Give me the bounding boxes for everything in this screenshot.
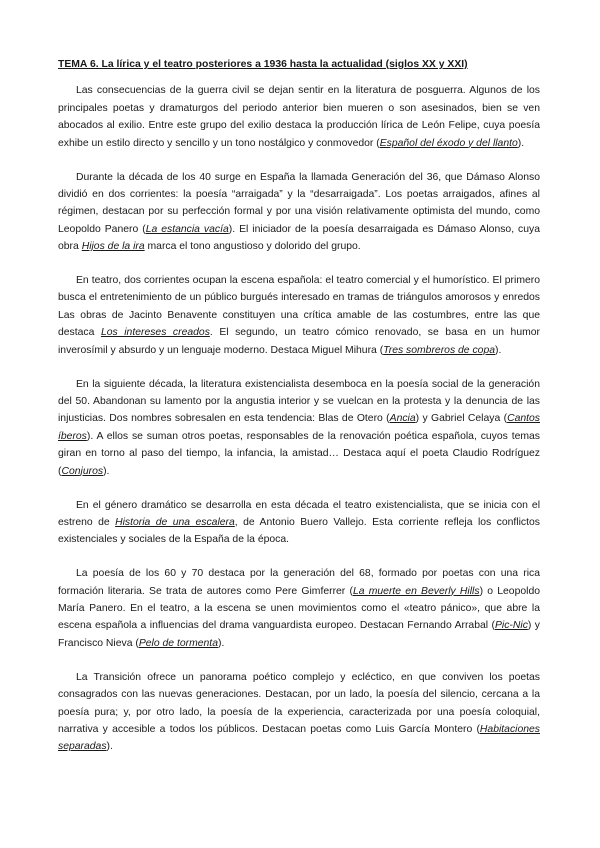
paragraph-text: . El segundo, un teatro cómico renovado, se basa en un humor inverosímil y absurdo y un lenguaje moderno. Destaca Miguel Mihura ( xyxy=(58,327,540,356)
paragraph xyxy=(58,376,540,480)
paragraph-text: En el género dramático se desarrolla en esta década el teatro existencialista, que se inicia con el estreno de xyxy=(58,499,540,528)
work-title: Pic-Nic xyxy=(494,620,528,632)
page-title: TEMA 6. La lírica y el teatro posteriores a 1936 hasta la actualidad (siglos XX y XXI) xyxy=(58,59,468,70)
work-title: Los intereses creados xyxy=(100,327,210,339)
work-title: Habitaciones separadas xyxy=(58,724,540,753)
paragraph-text: ) o Leopoldo María Panero. En el teatro, a la escena se unen movimientos como el «teatro pánico», que abre la escena española a influencias del drama vanguardista europeo. Destacan Fernando Arrabal ( xyxy=(58,585,540,632)
work-title: Tres sombreros de copa xyxy=(383,344,495,356)
work-title: Cantos íberos xyxy=(58,413,540,442)
paragraph-text: ). xyxy=(217,637,225,649)
work-title: Ancia xyxy=(389,413,416,425)
paragraph-text: ). A ellos se suman otros poetas, responsables de la renovación poética española, cuyos temas giran en torno al paso del tiempo, la infancia, la amistad… Destaca aquí el poeta Claudio Rodríguez ( xyxy=(58,430,540,477)
paragraph-text: ). xyxy=(106,741,113,753)
paragraph-text: Durante la década de los 40 surge en España la llamada Generación del 36, que Dámaso Alonso dividió en dos corrientes: la poesía “arraigada” y la “desarraigada”. Los poetas arraigados, afines al régimen, destacan por su perfección formal y por una visión relativamente optimista del mundo, como Leopoldo Panero ( xyxy=(58,171,540,235)
paragraph-text: La poesía de los 60 y 70 destaca por la generación del 68, formado por poetas con una rica formación literaria. Se trata de autores como Pere Gimferrer ( xyxy=(58,568,540,597)
paragraph-text: En teatro, dos corrientes ocupan la escena española: el teatro comercial y el humorístico. El primero busca el entretenimiento de un público burgués interesado en tramas de triángulos amorosos y enredos Las obras de Jacinto Benavente constituyen una crítica amable de las costumbres, entre las que destaca xyxy=(58,275,540,339)
paragraph xyxy=(58,669,540,756)
paragraph-text: ). xyxy=(495,344,502,356)
paragraph-text: , de Antonio Buero Vallejo. Esta corriente refleja los conflictos existenciales y sociales de la España de la época. xyxy=(58,516,540,546)
work-title: Historia de una escalera xyxy=(115,516,235,528)
paragraph-text: marca el tono angustioso y dolorido del grupo. xyxy=(144,241,361,253)
paragraph-text: ). xyxy=(517,137,525,149)
paragraph xyxy=(58,565,540,652)
paragraph-text: En la siguiente década, la literatura existencialista desemboca en la poesía social de la generación del 50. Abandonan su lamento por la angustia interior y se vuelcan en la protesta y la denuncia de las injusticias. Dos nombres sobresalen en esta tendencia: Blas de Otero ( xyxy=(58,378,540,425)
paragraph xyxy=(58,169,540,256)
work-title: La muerte en Beverly Hills xyxy=(352,585,480,597)
paragraph-text: ) y Gabriel Celaya ( xyxy=(415,413,508,425)
work-title: Conjuros xyxy=(61,465,104,477)
paragraph xyxy=(58,497,540,549)
work-title: Hijos de la ira xyxy=(81,241,145,253)
paragraph-text: ). xyxy=(103,465,110,477)
paragraph-text: ). El iniciador de la poesía desarraigada es Dámaso Alonso, cuya obra xyxy=(58,223,541,253)
paragraph-text: ) y Francisco Nieva ( xyxy=(58,620,540,649)
paragraph xyxy=(58,82,540,152)
work-title: Español del éxodo y del llanto xyxy=(379,137,518,149)
work-title: Pelo de tormenta xyxy=(138,637,218,649)
work-title: La estancia vacía xyxy=(145,223,229,235)
paragraph-text: Las consecuencias de la guerra civil se dejan sentir en la literatura de posguerra. Algunos de los principales poetas y dramaturgos del periodo anterior bien mueren o son asesinados, bien se ven abocados al exilio. Entre este grupo del exilio destaca la producción lírica de León Felipe, cuya poesía exhibe un estilo directo y sencillo y un tono nostálgico y conmovedor ( xyxy=(58,85,540,149)
paragraph-text: La Transición ofrece un panorama poético complejo y ecléctico, en que conviven los poetas consagrados con las nuevas generaciones. Destacan, por un lado, la poesía del silencio, cercana a la poesía pura; y, por otro lado, la poesía de la experiencia, caracterizada por una poesía coloquial, narrativa y accesible a todos los públicos. Destacan poetas como Luis García Montero ( xyxy=(58,671,540,735)
paragraph xyxy=(58,272,540,359)
